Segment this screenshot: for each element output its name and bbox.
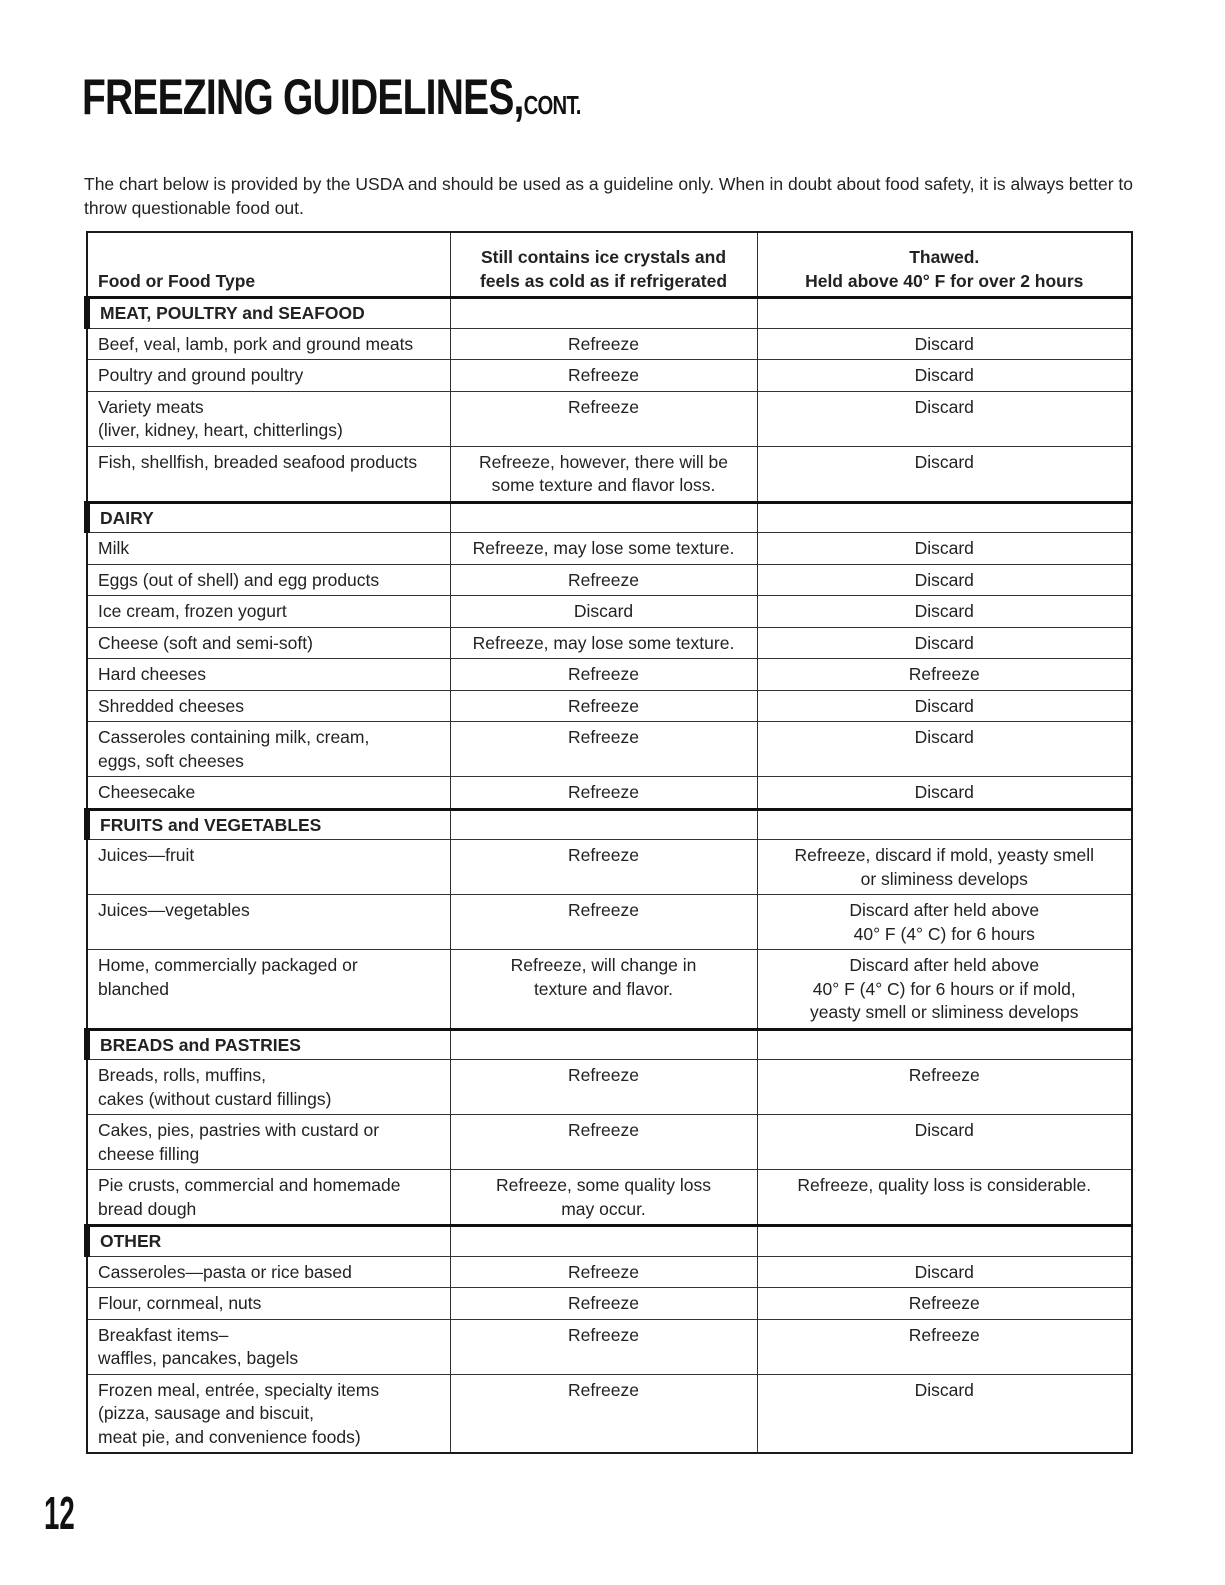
food-cell: Eggs (out of shell) and egg products [87, 564, 450, 596]
thawed-cell: Discard [757, 722, 1132, 777]
category-empty-cell [757, 298, 1132, 329]
thawed-cell: Discard [757, 446, 1132, 502]
table-row [87, 1170, 1132, 1226]
thawed-cell: Discard after held above 40° F (4° C) for 6 hours [757, 895, 1132, 950]
food-cell: Variety meats (liver, kidney, heart, chitterlings) [87, 391, 450, 446]
table-row [87, 722, 1132, 777]
thawed-cell: Discard [757, 533, 1132, 565]
food-cell: Cheese (soft and semi-soft) [87, 627, 450, 659]
page-number: 12 [44, 1487, 75, 1539]
table-row [87, 533, 1132, 565]
food-cell: Flour, cornmeal, nuts [87, 1288, 450, 1320]
table-row [87, 564, 1132, 596]
ice-crystals-cell: Refreeze [450, 1256, 757, 1288]
ice-crystals-cell: Refreeze [450, 328, 757, 360]
page-title-suffix: CONT. [523, 90, 581, 120]
food-cell: Home, commercially packaged or blanched [87, 950, 450, 1030]
ice-crystals-cell: Refreeze [450, 722, 757, 777]
header-thawed: Thawed. Held above 40° F for over 2 hours [757, 232, 1132, 298]
ice-crystals-cell: Refreeze, will change in texture and flavor. [450, 950, 757, 1030]
food-cell: Fish, shellfish, breaded seafood products [87, 446, 450, 502]
food-cell: Casseroles containing milk, cream, eggs, soft cheeses [87, 722, 450, 777]
thawed-cell: Discard [757, 777, 1132, 810]
category-row [87, 298, 1132, 329]
page-title [82, 69, 581, 125]
thawed-cell: Discard [757, 1115, 1132, 1170]
category-empty-cell [757, 502, 1132, 533]
ice-crystals-cell: Discard [450, 596, 757, 628]
thawed-cell: Refreeze [757, 1288, 1132, 1320]
ice-crystals-cell: Refreeze [450, 564, 757, 596]
table-row [87, 1319, 1132, 1374]
category-empty-cell [757, 809, 1132, 840]
table-row [87, 446, 1132, 502]
category-empty-cell [757, 1029, 1132, 1060]
thawed-cell: Discard after held above 40° F (4° C) for 6 hours or if mold, yeasty smell or sliminess develops [757, 950, 1132, 1030]
food-cell: Frozen meal, entrée, specialty items (pizza, sausage and biscuit, meat pie, and convenience foods) [87, 1374, 450, 1453]
thawed-cell: Discard [757, 1374, 1132, 1453]
header-food-type: Food or Food Type [87, 232, 450, 298]
food-cell: Beef, veal, lamb, pork and ground meats [87, 328, 450, 360]
table-body [87, 298, 1132, 1454]
table-row [87, 1288, 1132, 1320]
thawed-cell: Discard [757, 627, 1132, 659]
food-cell: Juices—fruit [87, 840, 450, 895]
table-row [87, 690, 1132, 722]
thawed-cell: Refreeze [757, 659, 1132, 691]
food-cell: Cheesecake [87, 777, 450, 810]
category-empty-cell [450, 1226, 757, 1257]
category-label: FRUITS and VEGETABLES [87, 809, 450, 840]
thawed-cell: Refreeze, quality loss is considerable. [757, 1170, 1132, 1226]
thawed-cell: Discard [757, 391, 1132, 446]
food-cell: Juices—vegetables [87, 895, 450, 950]
table-row [87, 328, 1132, 360]
category-row [87, 1029, 1132, 1060]
table-row [87, 360, 1132, 392]
page-title-main: FREEZING GUIDELINES, [82, 69, 524, 125]
ice-crystals-cell: Refreeze, may lose some texture. [450, 627, 757, 659]
thawed-cell: Discard [757, 328, 1132, 360]
ice-crystals-cell: Refreeze, some quality loss may occur. [450, 1170, 757, 1226]
ice-crystals-cell: Refreeze, may lose some texture. [450, 533, 757, 565]
ice-crystals-cell: Refreeze [450, 777, 757, 810]
ice-crystals-cell: Refreeze [450, 1288, 757, 1320]
food-cell: Breakfast items– waffles, pancakes, bagels [87, 1319, 450, 1374]
table-row [87, 596, 1132, 628]
table-row [87, 950, 1132, 1030]
table-row [87, 627, 1132, 659]
ice-crystals-cell: Refreeze [450, 1319, 757, 1374]
category-label: MEAT, POULTRY and SEAFOOD [87, 298, 450, 329]
ice-crystals-cell: Refreeze [450, 840, 757, 895]
food-cell: Ice cream, frozen yogurt [87, 596, 450, 628]
table-row [87, 391, 1132, 446]
freezing-guidelines-table [84, 231, 1133, 1454]
header-ice-crystals: Still contains ice crystals and feels as cold as if refrigerated [450, 232, 757, 298]
category-empty-cell [757, 1226, 1132, 1257]
ice-crystals-cell: Refreeze [450, 659, 757, 691]
category-empty-cell [450, 809, 757, 840]
table-header [87, 232, 1132, 298]
thawed-cell: Refreeze, discard if mold, yeasty smell or sliminess develops [757, 840, 1132, 895]
table-row [87, 840, 1132, 895]
ice-crystals-cell: Refreeze [450, 1374, 757, 1453]
thawed-cell: Discard [757, 1256, 1132, 1288]
ice-crystals-cell: Refreeze [450, 690, 757, 722]
food-cell: Shredded cheeses [87, 690, 450, 722]
header-row [87, 232, 1132, 298]
table-row [87, 659, 1132, 691]
category-empty-cell [450, 298, 757, 329]
intro-paragraph: The chart below is provided by the USDA and should be used as a guideline only. When in doubt about food safety, it is always better to throw questionable food out. [84, 174, 1134, 218]
category-empty-cell [450, 1029, 757, 1060]
category-label: OTHER [87, 1226, 450, 1257]
table-row [87, 895, 1132, 950]
thawed-cell: Discard [757, 596, 1132, 628]
food-cell: Casseroles—pasta or rice based [87, 1256, 450, 1288]
thawed-cell: Discard [757, 360, 1132, 392]
food-cell: Hard cheeses [87, 659, 450, 691]
food-cell: Breads, rolls, muffins, cakes (without custard fillings) [87, 1060, 450, 1115]
food-cell: Pie crusts, commercial and homemade bread dough [87, 1170, 450, 1226]
category-empty-cell [450, 502, 757, 533]
ice-crystals-cell: Refreeze [450, 895, 757, 950]
category-row [87, 502, 1132, 533]
table-row [87, 1115, 1132, 1170]
category-row [87, 1226, 1132, 1257]
ice-crystals-cell: Refreeze, however, there will be some texture and flavor loss. [450, 446, 757, 502]
ice-crystals-cell: Refreeze [450, 1060, 757, 1115]
thawed-cell: Refreeze [757, 1060, 1132, 1115]
ice-crystals-cell: Refreeze [450, 360, 757, 392]
food-cell: Milk [87, 533, 450, 565]
table-row [87, 1060, 1132, 1115]
ice-crystals-cell: Refreeze [450, 391, 757, 446]
category-label: DAIRY [87, 502, 450, 533]
table-row [87, 777, 1132, 810]
thawed-cell: Refreeze [757, 1319, 1132, 1374]
food-cell: Poultry and ground poultry [87, 360, 450, 392]
thawed-cell: Discard [757, 564, 1132, 596]
food-cell: Cakes, pies, pastries with custard or cheese filling [87, 1115, 450, 1170]
category-row [87, 809, 1132, 840]
table-row [87, 1374, 1132, 1453]
thawed-cell: Discard [757, 690, 1132, 722]
category-label: BREADS and PASTRIES [87, 1029, 450, 1060]
table-row [87, 1256, 1132, 1288]
ice-crystals-cell: Refreeze [450, 1115, 757, 1170]
